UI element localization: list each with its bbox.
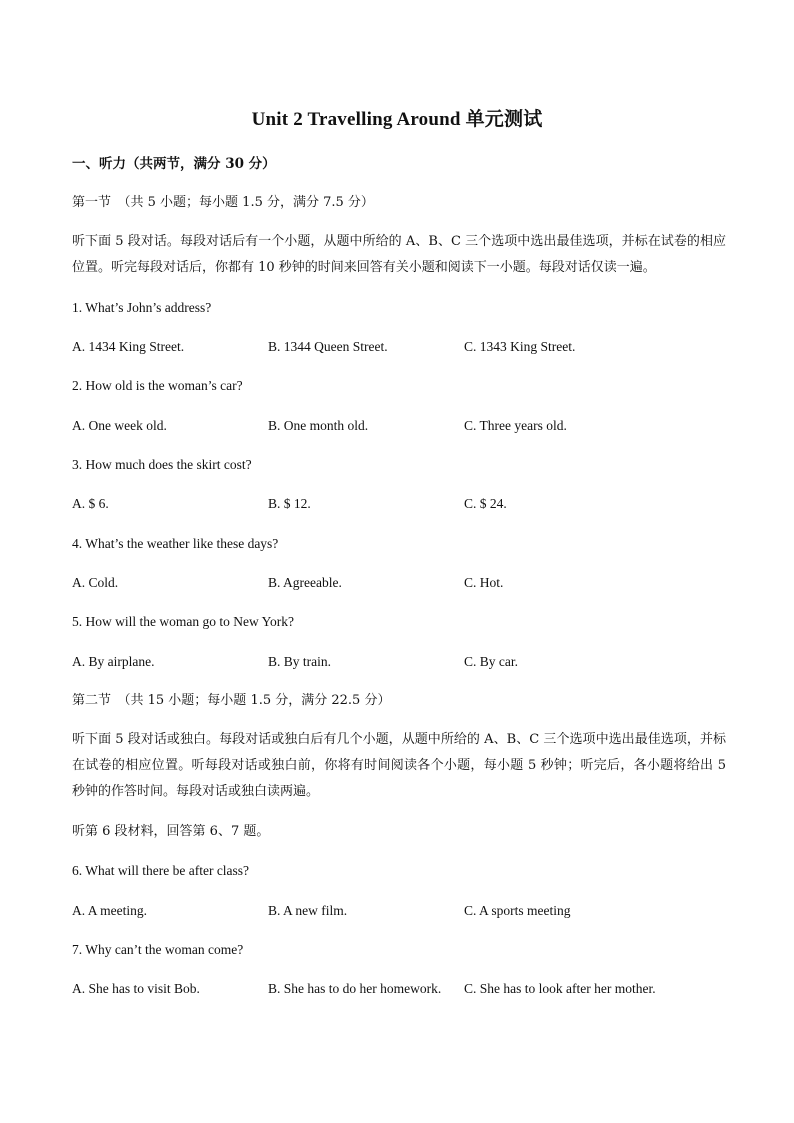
option-c: C. Hot. (464, 575, 504, 590)
option-a: A. By airplane. (72, 654, 155, 669)
option-c: C. By car. (464, 654, 518, 669)
option-b: B. By train. (268, 654, 331, 669)
question-stem: 4. What’s the weather like these days? (72, 536, 279, 551)
section2-heading: 第二节 （共 15 小题；每小题 1.5 分，满分 22.5 分） (72, 693, 391, 708)
question-stem: 1. What’s John’s address? (72, 300, 212, 315)
question-stem: 3. How much does the skirt cost? (72, 457, 252, 472)
question-stem: 7. Why can’t the woman come? (72, 942, 244, 957)
option-b: B. 1344 Queen Street. (268, 339, 388, 354)
question-options (72, 976, 726, 1002)
question-options (72, 898, 726, 924)
option-c: C. $ 24. (464, 496, 507, 511)
option-a: A. She has to visit Bob. (72, 981, 200, 996)
section1-instructions: 听下面 5 段对话。每段对话后有一个小题，从题中所给的 A、B、C 三个选项中选出最佳选项，并标在试卷的相应位置。听完每段对话后，你都有 10 秒钟的时间来回答有关小题和阅读下一小题。每段对话仅读一遍。 (72, 234, 726, 275)
question-options (72, 649, 726, 675)
option-a: A. 1434 King Street. (72, 339, 185, 354)
option-b: B. She has to do her homework. (268, 981, 442, 996)
question-stem: 6. What will there be after class? (72, 863, 250, 878)
question-options (72, 413, 726, 439)
option-a: A. One week old. (72, 418, 167, 433)
option-a: A. A meeting. (72, 903, 147, 918)
option-b: B. A new film. (268, 903, 348, 918)
option-b: B. $ 12. (268, 496, 311, 511)
option-b: B. Agreeable. (268, 575, 342, 590)
option-c: C. She has to look after her mother. (464, 981, 656, 996)
question-stem: 2. How old is the woman’s car? (72, 378, 243, 393)
option-c: C. 1343 King Street. (464, 339, 576, 354)
option-c: C. A sports meeting (464, 903, 571, 918)
option-c: C. Three years old. (464, 418, 567, 433)
question-options (72, 334, 726, 360)
question-options (72, 570, 726, 596)
question-stem: 5. How will the woman go to New York? (72, 614, 294, 629)
page-title: Unit 2 Travelling Around 单元测试 (251, 109, 543, 130)
option-a: A. $ 6. (72, 496, 109, 511)
option-a: A. Cold. (72, 575, 119, 590)
material-note: 听第 6 段材料，回答第 6、7 题。 (72, 824, 270, 839)
section2-instructions: 听下面 5 段对话或独白。每段对话或独白后有几个小题，从题中所给的 A、B、C 三个选项中选出最佳选项，并标在试卷的相应位置。听每段对话或独白前，你将有时间阅读各个小题，每小题 5 秒钟；听完后，各小题将给出 5 秒钟的作答时间。每段对话或独白读两遍。 (72, 732, 726, 799)
part1-heading: 一、听力（共两节，满分 30 分） (72, 156, 276, 172)
section1-heading: 第一节 （共 5 小题；每小题 1.5 分，满分 7.5 分） (72, 195, 374, 210)
question-options (72, 491, 726, 517)
option-b: B. One month old. (268, 418, 369, 433)
